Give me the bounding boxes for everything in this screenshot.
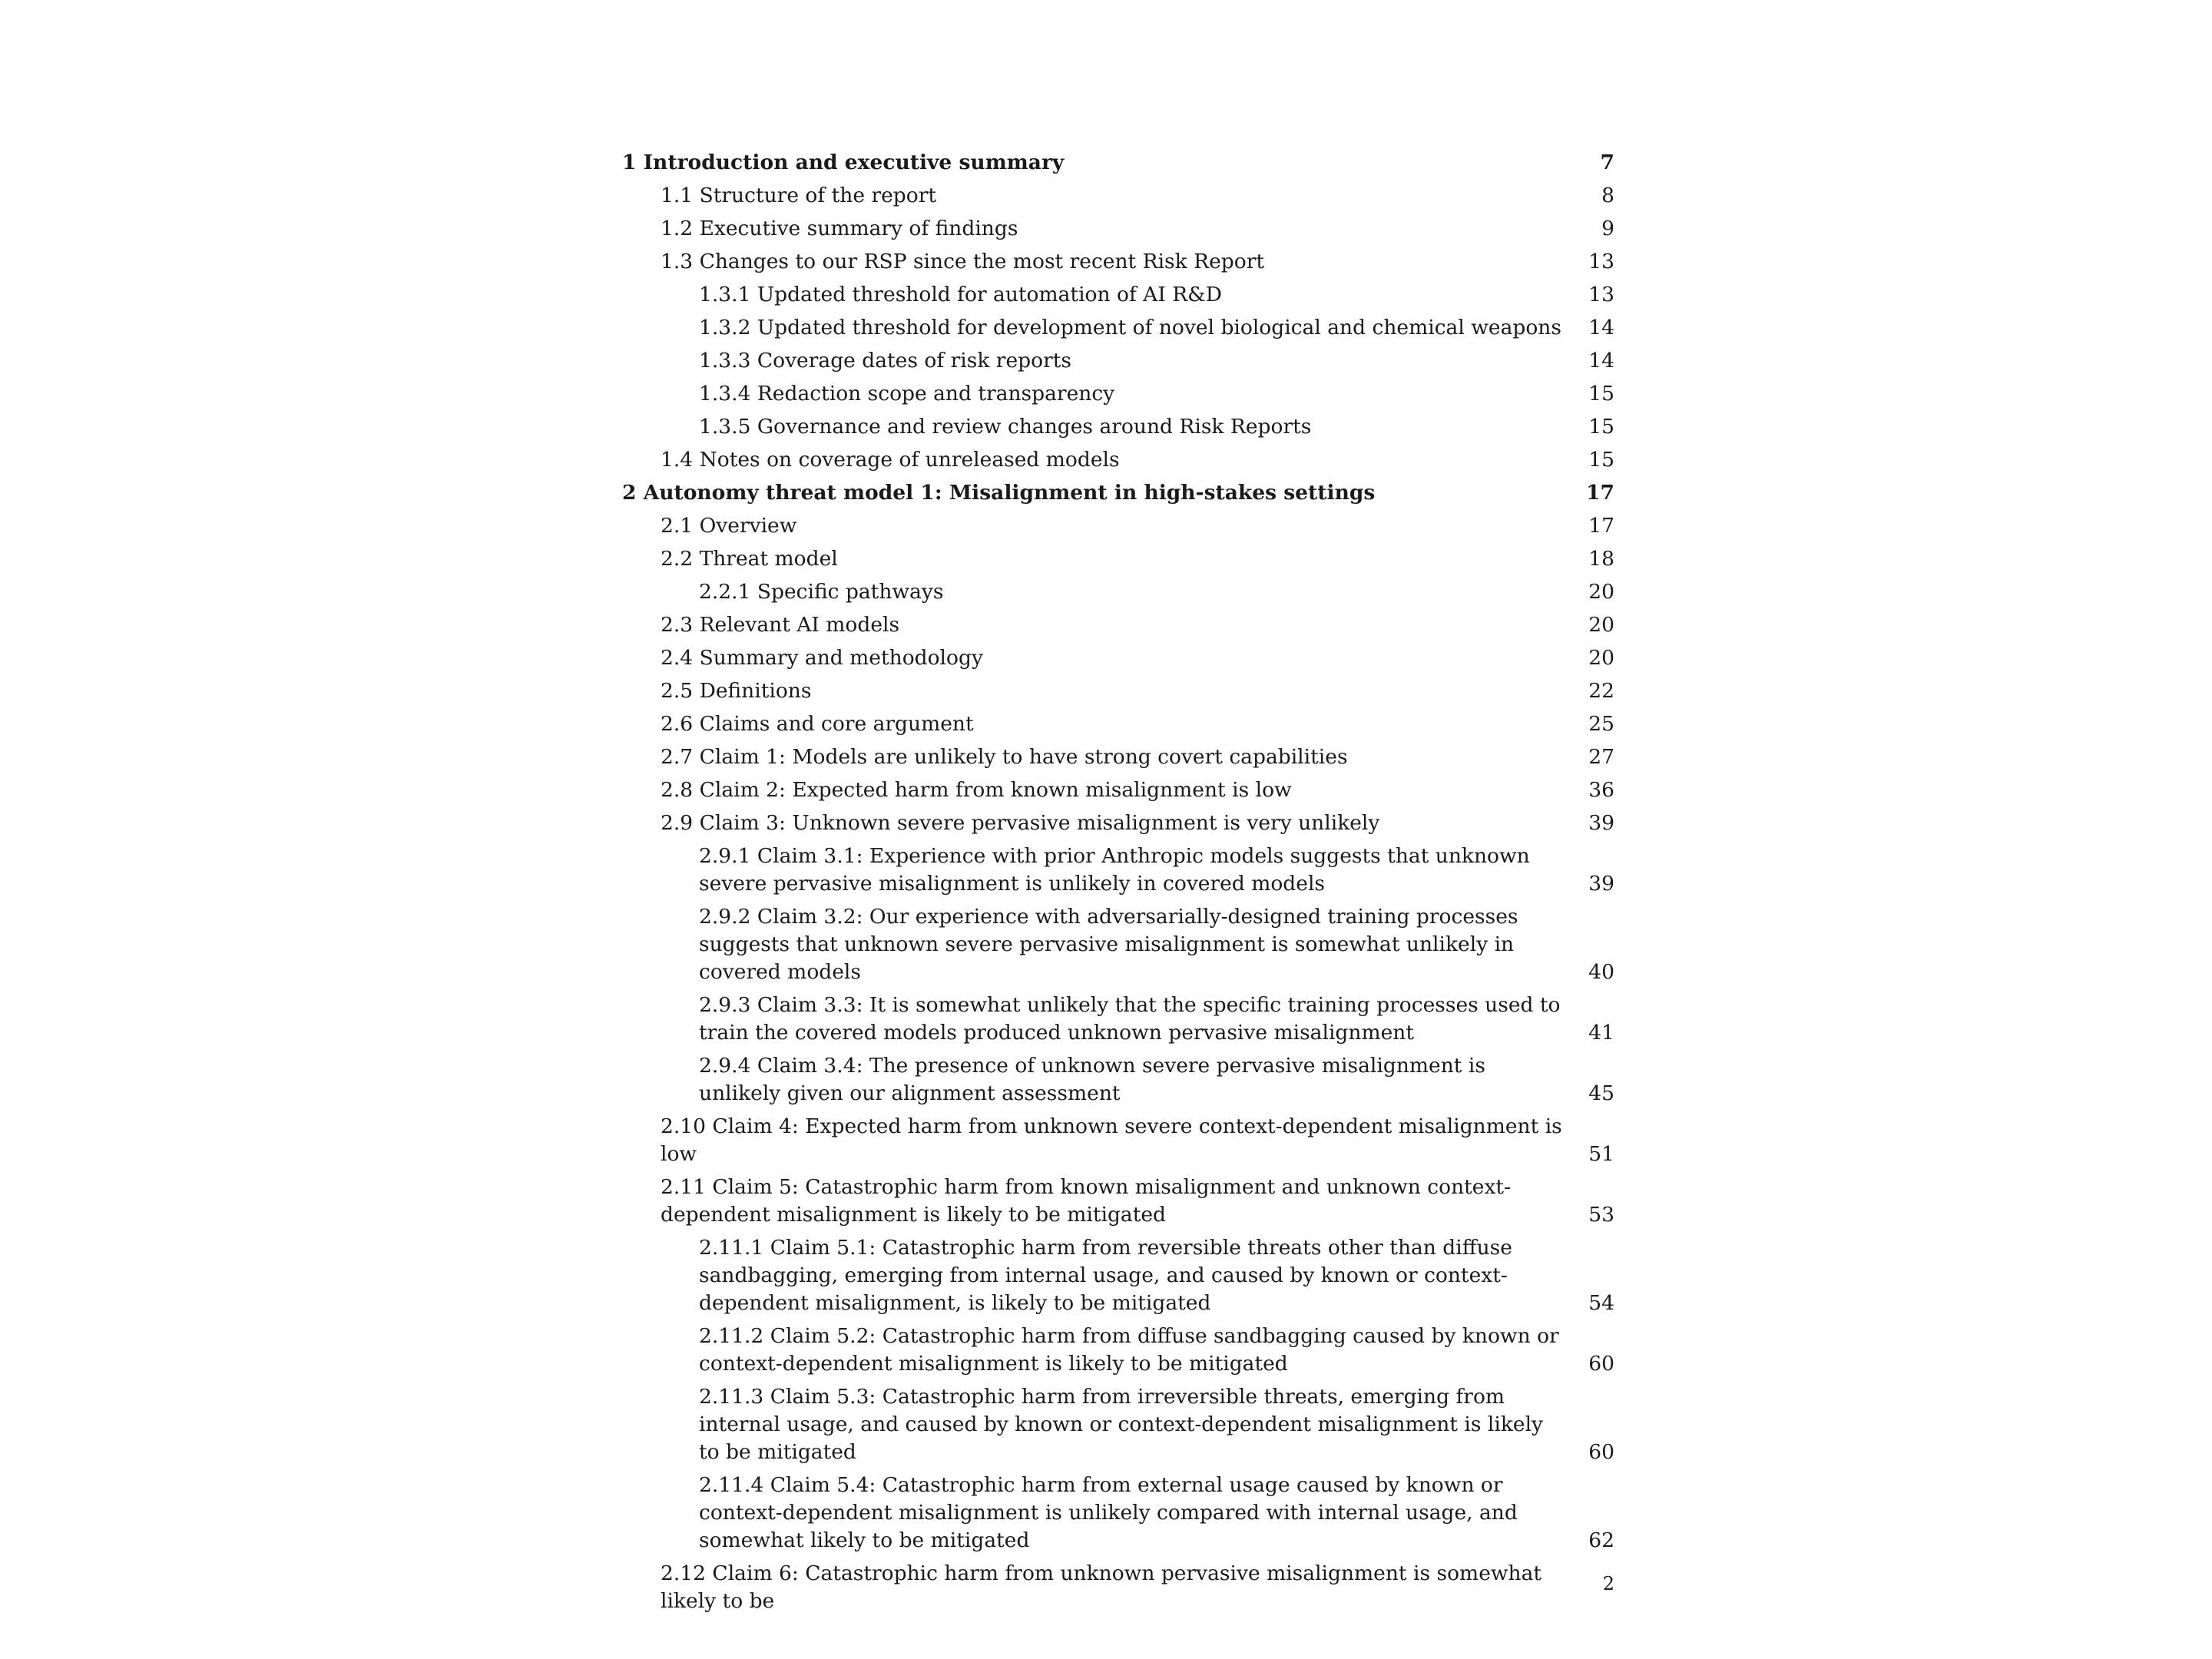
toc-entry-title: 2.11.1 Claim 5.1: Catastrophic harm from reversible threats other than diffuse sandbagging, emerging from internal usage, and caused by known or context-dependent misalignment, is likely to be mitigated (699, 1236, 1512, 1315)
toc-entry-title: 1.3 Changes to our RSP since the most recent Risk Report (661, 250, 1265, 273)
toc-entry-title: 2.7 Claim 1: Models are unlikely to have strong covert capabilities (661, 745, 1348, 769)
toc-entry-title: 2.8 Claim 2: Expected harm from known misalignment is low (661, 778, 1292, 802)
toc-entry-page: 14 (1588, 349, 1614, 373)
toc-entry-page: 53 (1588, 1203, 1614, 1227)
toc-entry-title: 2.10 Claim 4: Expected harm from unknown severe context-dependent misalignment is low (661, 1114, 1562, 1166)
toc-entry-page: 51 (1588, 1142, 1614, 1166)
toc-entry-page: 13 (1588, 250, 1614, 273)
toc-entry-page: 20 (1588, 580, 1614, 604)
toc-entry-title: 1.4 Notes on coverage of unreleased models (661, 448, 1120, 472)
toc-entry-page: 22 (1588, 679, 1614, 703)
toc-entry-title: 1.1 Structure of the report (661, 184, 937, 207)
toc-entry-page: 60 (1588, 1352, 1614, 1376)
toc-entry-page: 27 (1588, 745, 1614, 769)
toc-entry[interactable] (622, 710, 1614, 738)
toc-entry[interactable] (622, 903, 1614, 986)
toc-entry-title: 2.9.1 Claim 3.1: Experience with prior Anthropic models suggests that unknown severe pervasive misalignment is unlikely in covered models (699, 844, 1530, 896)
toc-entry[interactable] (622, 149, 1614, 177)
toc-entry-title: 2 Autonomy threat model 1: Misalignment in high-stakes settings (622, 481, 1376, 505)
toc-entry-page: 45 (1588, 1081, 1614, 1105)
toc-entry[interactable] (622, 677, 1614, 705)
toc-entry[interactable] (622, 743, 1614, 771)
toc-entry-page: 40 (1588, 960, 1614, 984)
toc-entry-title: 2.1 Overview (661, 514, 797, 538)
toc-entry-title: 1.3.1 Updated threshold for automation of AI R&D (699, 283, 1223, 306)
toc-entry[interactable] (622, 578, 1614, 606)
toc-entry-page: 20 (1588, 646, 1614, 670)
toc-entry-title: 2.2.1 Specific pathways (699, 580, 944, 604)
toc-entry[interactable] (622, 347, 1614, 375)
toc-entry[interactable] (622, 248, 1614, 276)
toc-entry[interactable] (622, 446, 1614, 474)
toc-entry-page: 7 (1600, 151, 1614, 174)
page-number: 2 (1602, 1573, 1614, 1594)
toc-entry[interactable] (622, 992, 1614, 1047)
toc-entry-title: 2.2 Threat model (661, 547, 838, 571)
toc-entry-title: 2.9.3 Claim 3.3: It is somewhat unlikely that the specific training processes used to train the covered models produced unknown pervasive misalignment (699, 993, 1561, 1045)
toc-entry-title: 1 Introduction and executive summary (622, 151, 1065, 174)
toc-entry-page: 17 (1586, 481, 1614, 505)
toc-entry-page: 15 (1588, 448, 1614, 472)
toc-entry-page: 14 (1588, 316, 1614, 339)
toc-entry-page: 41 (1588, 1021, 1614, 1045)
toc-entry-title: 1.3.2 Updated threshold for development of novel biological and chemical weapons (699, 316, 1561, 339)
toc-entry[interactable] (622, 1174, 1614, 1229)
toc-entry-title: 2.4 Summary and methodology (661, 646, 983, 670)
toc-entry[interactable] (622, 512, 1614, 540)
toc-entry-title: 1.3.4 Redaction scope and transparency (699, 382, 1115, 406)
toc-entry[interactable] (622, 843, 1614, 898)
toc-entry[interactable] (622, 1052, 1614, 1108)
toc-entry-page: 17 (1588, 514, 1614, 538)
toc-entry-page: 54 (1588, 1291, 1614, 1315)
toc-entry[interactable] (622, 644, 1614, 672)
toc-entry[interactable] (622, 182, 1614, 210)
toc-entry-page: 62 (1588, 1528, 1614, 1552)
toc-entry-page: 39 (1588, 811, 1614, 835)
toc-entry-title: 2.11 Claim 5: Catastrophic harm from known misalignment and unknown context-dependent misalignment is likely to be mitigated (661, 1175, 1512, 1227)
toc-entry-title: 2.12 Claim 6: Catastrophic harm from unknown pervasive misalignment is somewhat likely to be (661, 1561, 1542, 1613)
toc-entry-page: 60 (1588, 1440, 1614, 1464)
toc-entry-page: 15 (1588, 415, 1614, 439)
toc-entry-title: 2.6 Claims and core argument (661, 712, 974, 736)
toc-entry[interactable] (622, 1234, 1614, 1317)
toc-entry[interactable] (622, 1383, 1614, 1466)
toc-entry[interactable] (622, 314, 1614, 342)
toc-entry-title: 2.9 Claim 3: Unknown severe pervasive misalignment is very unlikely (661, 811, 1380, 835)
table-of-contents (622, 149, 1614, 1621)
toc-entry[interactable] (622, 1113, 1614, 1168)
toc-entry[interactable] (622, 611, 1614, 639)
toc-entry[interactable] (622, 545, 1614, 573)
toc-entry[interactable] (622, 777, 1614, 804)
toc-entry-page: 39 (1588, 872, 1614, 896)
toc-entry-title: 2.9.4 Claim 3.4: The presence of unknown severe pervasive misalignment is unlikely given our alignment assessment (699, 1054, 1485, 1105)
toc-entry-page: 18 (1588, 547, 1614, 571)
toc-entry[interactable] (622, 1472, 1614, 1555)
toc-entry-title: 1.3.5 Governance and review changes around Risk Reports (699, 415, 1312, 439)
toc-entry-page: 15 (1588, 382, 1614, 406)
toc-entry[interactable] (622, 1560, 1614, 1615)
toc-entry-title: 2.11.3 Claim 5.3: Catastrophic harm from irreversible threats, emerging from internal usage, and caused by known or context-dependent misalignment is likely to be mitigated (699, 1385, 1544, 1464)
toc-entry[interactable] (622, 215, 1614, 243)
toc-entry[interactable] (622, 1323, 1614, 1378)
toc-entry-page: 20 (1588, 613, 1614, 637)
toc-entry-title: 2.11.2 Claim 5.2: Catastrophic harm from diffuse sandbagging caused by known or context-dependent misalignment is likely to be mitigated (699, 1324, 1559, 1376)
toc-entry[interactable] (622, 810, 1614, 837)
toc-entry-title: 1.3.3 Coverage dates of risk reports (699, 349, 1071, 373)
toc-entry-title: 2.11.4 Claim 5.4: Catastrophic harm from external usage caused by known or context-dependent misalignment is unlikely compared with internal usage, and somewhat likely to be mitigated (699, 1473, 1518, 1552)
toc-entry-title: 2.9.2 Claim 3.2: Our experience with adversarially-designed training processes suggests that unknown severe pervasive misalignment is somewhat unlikely in covered models (699, 905, 1518, 984)
toc-entry[interactable] (622, 281, 1614, 309)
toc-entry[interactable] (622, 380, 1614, 408)
toc-entry[interactable] (622, 479, 1614, 507)
toc-entry[interactable] (622, 413, 1614, 441)
toc-entry-page: 8 (1601, 184, 1614, 207)
toc-entry-page: 9 (1601, 217, 1614, 240)
toc-entry-title: 2.3 Relevant AI models (661, 613, 900, 637)
toc-entry-title: 1.2 Executive summary of findings (661, 217, 1018, 240)
toc-entry-page: 25 (1588, 712, 1614, 736)
toc-entry-page: 13 (1588, 283, 1614, 306)
toc-entry-page: 36 (1588, 778, 1614, 802)
toc-entry-title: 2.5 Definitions (661, 679, 812, 703)
